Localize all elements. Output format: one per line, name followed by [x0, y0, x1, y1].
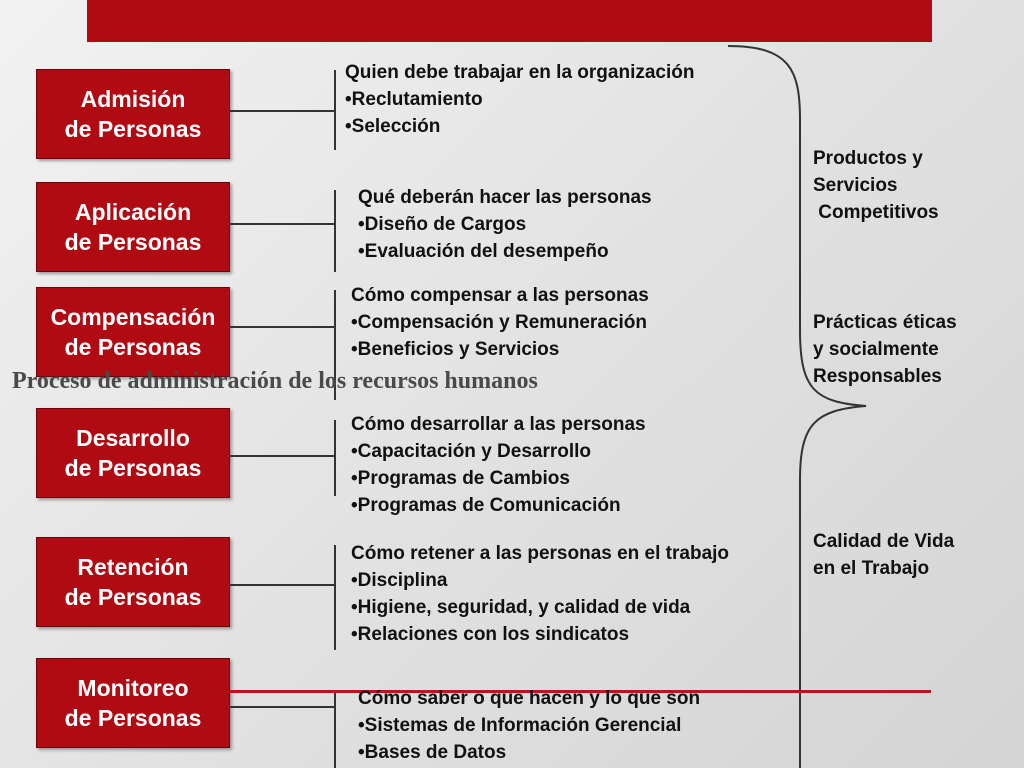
description-line: •Diseño de Cargos [358, 214, 527, 235]
description-line: •Beneficios y Servicios [351, 339, 560, 360]
outcome-line: Servicios [813, 175, 898, 196]
outcome-practicas [813, 309, 957, 390]
process-description-monitoreo [358, 685, 700, 766]
description-line: •Sistemas de Información Gerencial [358, 715, 682, 736]
process-box-label-1: Retención [77, 554, 189, 580]
process-box-label-1: Monitoreo [77, 675, 189, 701]
process-box-label-2: de Personas [64, 116, 202, 142]
process-description-compensacion [351, 282, 649, 363]
description-line: •Reclutamiento [345, 89, 483, 110]
outcome-line: Prácticas éticas [813, 312, 957, 333]
description-line: •Higiene, seguridad, y calidad de vida [351, 597, 691, 618]
description-line: Qué deberán hacer las personas [358, 187, 652, 208]
description-line: •Evaluación del desempeño [358, 241, 609, 262]
outcome-calidad [813, 528, 954, 582]
process-description-aplicacion [358, 184, 652, 265]
description-line: •Bases de Datos [358, 742, 507, 763]
outcome-line: en el Trabajo [813, 558, 930, 579]
description-line: •Programas de Comunicación [351, 495, 621, 516]
process-box-label-2: de Personas [64, 584, 202, 610]
process-box-label-1: Desarrollo [76, 425, 190, 451]
process-box-label-1: Compensación [50, 304, 216, 330]
outcome-line: Competitivos [813, 202, 939, 223]
process-box-label-2: de Personas [64, 455, 202, 481]
outcome-line: Calidad de Vida [813, 531, 955, 552]
description-line: Quien debe trabajar en la organización [345, 62, 695, 83]
outcome-line: Responsables [813, 366, 942, 387]
description-line: •Disciplina [351, 570, 448, 591]
process-description-desarrollo [351, 411, 646, 519]
outcome-line: Productos y [813, 148, 923, 169]
process-box-label-2: de Personas [64, 229, 202, 255]
description-line: •Programas de Cambios [351, 468, 570, 489]
description-line: •Capacitación y Desarrollo [351, 441, 592, 462]
process-description-admision [345, 59, 694, 140]
description-line: •Relaciones con los sindicatos [351, 624, 630, 645]
process-box-label-1: Aplicación [74, 199, 192, 225]
description-line: Cómo desarrollar a las personas [351, 414, 646, 435]
process-box-label-2: de Personas [64, 334, 202, 360]
outcome-line: y socialmente [813, 339, 939, 360]
process-description-retencion [351, 540, 729, 648]
description-line: Cómo saber o que hacen y lo que son [358, 688, 701, 709]
process-box-label-1: Admisión [80, 86, 186, 112]
description-line: Cómo retener a las personas en el trabajo [351, 543, 730, 564]
description-line: Cómo compensar a las personas [351, 285, 649, 306]
description-line: •Selección [345, 116, 441, 137]
outcome-productos [813, 145, 939, 226]
slide-title: Proceso de administración de los recursos humanos [12, 368, 538, 394]
process-box-label-2: de Personas [64, 705, 202, 731]
description-line: •Compensación y Remuneración [351, 312, 647, 333]
